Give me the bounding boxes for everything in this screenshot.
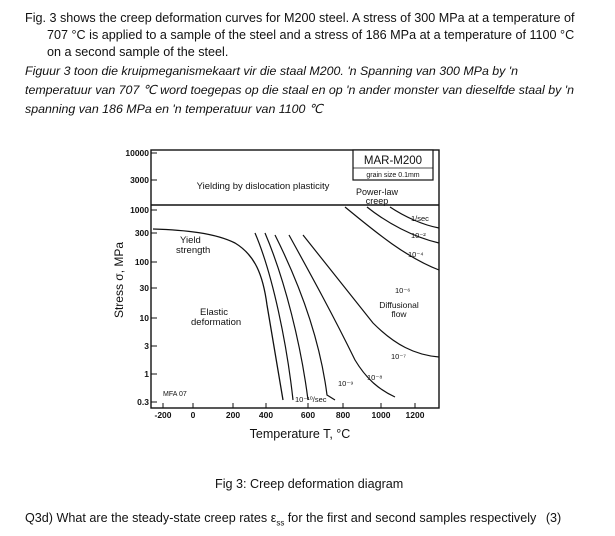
diffusional-label-1: Diffusional — [379, 300, 419, 310]
rate-label-5: 10⁻⁷ — [391, 352, 407, 361]
y-tick-label: 3000 — [130, 175, 149, 185]
contour-1e-10 — [255, 233, 293, 400]
y-tick-label: 10 — [139, 313, 149, 323]
rate-label-4: 10⁻⁶ — [395, 286, 411, 295]
x-axis-title: Temperature T, °C — [249, 427, 351, 441]
rate-label-7: 10⁻⁹ — [338, 379, 354, 388]
material-title: MAR-M200 — [363, 155, 423, 167]
y-tick-label: 100 — [134, 257, 149, 267]
rate-label-8: 10⁻¹⁰/sec — [295, 395, 327, 404]
x-tick-label: 400 — [258, 410, 274, 420]
intro-english-line-1: Fig. 3 shows the creep deformation curves for M200 steel. A stress of 300 MPa at a temperature of — [25, 11, 575, 25]
y-tick-label: 1 — [144, 369, 149, 379]
yield-strength-label-1: Yield — [180, 235, 201, 246]
x-tick-label: 0 — [190, 410, 196, 420]
power-law-label-2: creep — [365, 196, 389, 206]
rate-label-2: 10⁻² — [411, 231, 426, 240]
x-tick-label: 1000 — [371, 410, 391, 420]
question-marks: (3) — [545, 511, 562, 525]
y-axis — [125, 148, 157, 407]
diffusional-label-2: flow — [391, 309, 407, 319]
question-text-prefix: Q3d) What are the steady-state creep rates ε — [25, 511, 277, 525]
rate-label-1: 1/sec — [411, 214, 429, 223]
power-law-label-1: Power-law — [355, 187, 399, 197]
question-text-suffix: for the first and second samples respectively — [284, 511, 537, 525]
x-axis — [154, 403, 424, 420]
y-axis-title: Stress σ, MPa — [112, 241, 126, 319]
question-subscript: ss — [276, 518, 285, 528]
cropped-next-line — [0, 530, 615, 536]
rate-label-3: 10⁻⁴ — [408, 250, 424, 259]
x-tick-label: 800 — [335, 410, 351, 420]
y-tick-label: 10000 — [125, 148, 149, 158]
y-tick-label: 300 — [134, 228, 149, 238]
contour-1e-8 — [275, 235, 335, 400]
intro-afrikaans — [25, 62, 574, 119]
y-tick-label: 1000 — [130, 205, 149, 215]
yield-strength-label-2: strength — [176, 245, 211, 256]
x-tick-label: 1200 — [405, 410, 425, 420]
creep-deformation-diagram — [105, 145, 450, 465]
intro-english-line-2: 707 °C is applied to a sample of the steel and a stress of 186 MPa at a temperature of 1100 °C — [47, 28, 575, 42]
yield-region-label: Yielding by dislocation plasticity — [196, 181, 330, 192]
elastic-label-1: Elastic — [200, 307, 228, 318]
material-subtitle: grain size 0.1mm — [366, 172, 420, 179]
intro-english — [25, 10, 575, 61]
intro-afrikaans-line-1: Figuur 3 toon die kruipmeganismekaart vir die staal M200. 'n Spanning van 300 MPa by 'n — [25, 64, 519, 78]
y-tick-label: 30 — [139, 283, 149, 293]
intro-english-line-3: on a second sample of the steel. — [47, 45, 229, 59]
rate-label-6: 10⁻⁸ — [367, 373, 383, 382]
x-tick-label: 200 — [225, 410, 241, 420]
y-tick-label: 0.3 — [137, 397, 149, 407]
x-tick-label: -200 — [154, 410, 172, 420]
question-3d — [25, 511, 561, 528]
intro-afrikaans-line-3: spanning van 186 MPa en 'n temperatuur van 1100 ℃ — [25, 102, 323, 116]
x-tick-label: 600 — [300, 410, 316, 420]
intro-afrikaans-line-2: temperatuur van 707 ℃ word toegepas op die staal en op 'n ander monster van dieselfde staal by 'n — [25, 83, 575, 97]
source-tag: MFA 07 — [163, 391, 187, 398]
elastic-label-2: deformation — [191, 317, 242, 328]
y-tick-label: 3 — [144, 341, 149, 351]
figure-caption: Fig 3: Creep deformation diagram — [215, 477, 404, 491]
